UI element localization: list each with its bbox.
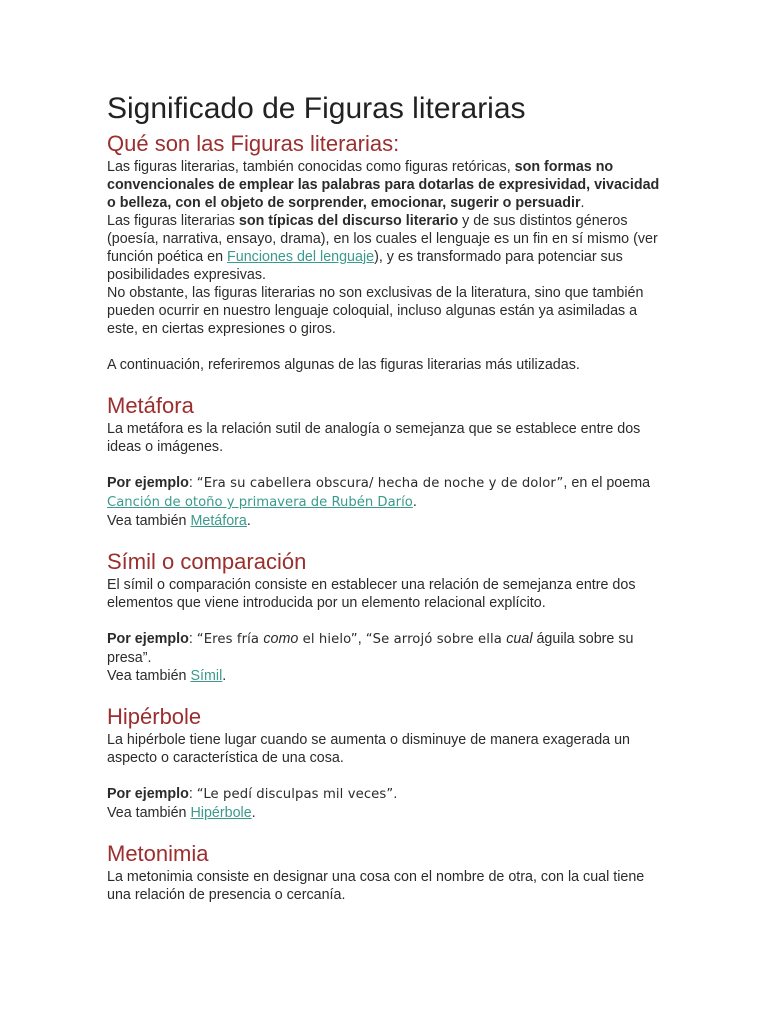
simil-quote-1-em: como <box>263 631 299 647</box>
metafora-see-also <box>107 512 668 530</box>
metafora-description: La metáfora es la relación sutil de analogía o semejanza que se establece entre dos ideas o imágenes. <box>107 421 641 455</box>
intro-p2-end: ), y es transformado para potenciar sus posibilidades expresivas. <box>107 249 623 283</box>
simil-quote-2-em: cual <box>506 631 533 647</box>
metonimia-description: La metonimia consiste en designar una cosa con el nombre de otra, con la cual tiene una relación de presencia o cercanía. <box>107 869 645 903</box>
simil-quote-1a: “Eres fría <box>196 632 264 647</box>
example-label: Por ejemplo <box>107 631 189 647</box>
hiperbole-quote: “Le pedí disculpas mil veces” <box>196 787 394 802</box>
metafora-link[interactable]: Metáfora <box>190 513 247 529</box>
see-also-label: Vea también <box>107 668 191 684</box>
simil-description: El símil o comparación consiste en establecer una relación de semejanza entre dos elementos que viene introducida por un elemento relacional explícito. <box>107 577 636 611</box>
intro-p1-text: Las figuras literarias, también conocidas como figuras retóricas, <box>107 159 515 175</box>
simil-see-also <box>107 667 668 685</box>
intro-p1-end: . <box>580 195 585 211</box>
intro-p2-text: Las figuras literarias <box>107 213 239 229</box>
hiperbole-example <box>107 785 668 804</box>
intro-paragraph-1 <box>107 158 668 212</box>
see-also-end: . <box>251 805 256 821</box>
example-colon: : <box>188 631 197 647</box>
metafora-example-end: . <box>412 494 417 510</box>
simil-sep: , <box>357 631 366 647</box>
metafora-example-mid: , en el poema <box>563 475 651 491</box>
metonimia-heading: Metonimia <box>107 841 209 866</box>
hiperbole-see-also <box>107 804 668 822</box>
simil-quote-2a: “Se arrojó sobre ella <box>365 632 507 647</box>
funciones-lenguaje-link[interactable]: Funciones del lenguaje <box>227 249 375 265</box>
page-title: Significado de Figuras literarias <box>107 92 526 125</box>
cancion-otono-link[interactable]: Canción de otoño y primavera de Rubén Darío <box>107 495 413 510</box>
hiperbole-description: La hipérbole tiene lugar cuando se aumenta o disminuye de manera exagerada un aspecto o característica de una cosa. <box>107 732 630 766</box>
simil-heading: Símil o comparación <box>107 549 307 574</box>
intro-p2-text-2: y de sus distintos géneros (poesía, narrativa, ensayo, drama), en los cuales el lenguaje es un fin en sí mismo (ver función poética en <box>107 213 658 265</box>
intro-paragraph-3: No obstante, las figuras literarias no son exclusivas de la literatura, sino que también pueden ocurrir en nuestro lenguaje coloquial, incluso algunas están ya asimiladas a este, en ciertas expresiones o giros. <box>107 285 644 337</box>
metafora-example <box>107 474 668 512</box>
hiperbole-heading: Hipérbole <box>107 704 202 729</box>
simil-example-end: . <box>147 650 152 666</box>
simil-link[interactable]: Símil <box>190 668 223 684</box>
see-also-label: Vea también <box>107 513 191 529</box>
intro-paragraph-2 <box>107 212 668 284</box>
simil-example <box>107 630 668 667</box>
simil-quote-1b: el hielo” <box>298 632 358 647</box>
intro-paragraph-4: A continuación, referiremos algunas de las figuras literarias más utilizadas. <box>107 357 580 373</box>
example-label: Por ejemplo <box>107 475 189 491</box>
hiperbole-example-end: . <box>393 786 398 802</box>
hiperbole-link[interactable]: Hipérbole <box>190 805 252 821</box>
intro-heading: Qué son las Figuras literarias: <box>107 131 400 156</box>
see-also-label: Vea también <box>107 805 191 821</box>
see-also-end: . <box>246 513 251 529</box>
example-colon: : <box>188 786 197 802</box>
intro-p1-bold: son formas no convencionales de emplear las palabras para dotarlas de expresividad, vivacidad o belleza, con el objeto de sorprender, emocionar, sugerir o persuadir <box>107 159 660 211</box>
intro-p2-bold: son típicas del discurso literario <box>238 213 459 229</box>
metafora-quote: “Era su cabellera obscura/ hecha de noche y de dolor” <box>196 476 564 491</box>
metafora-heading: Metáfora <box>107 393 194 418</box>
example-label: Por ejemplo <box>107 786 189 802</box>
example-colon: : <box>188 475 197 491</box>
simil-quote-2b: águila sobre su presa” <box>107 631 634 666</box>
see-also-end: . <box>222 668 227 684</box>
